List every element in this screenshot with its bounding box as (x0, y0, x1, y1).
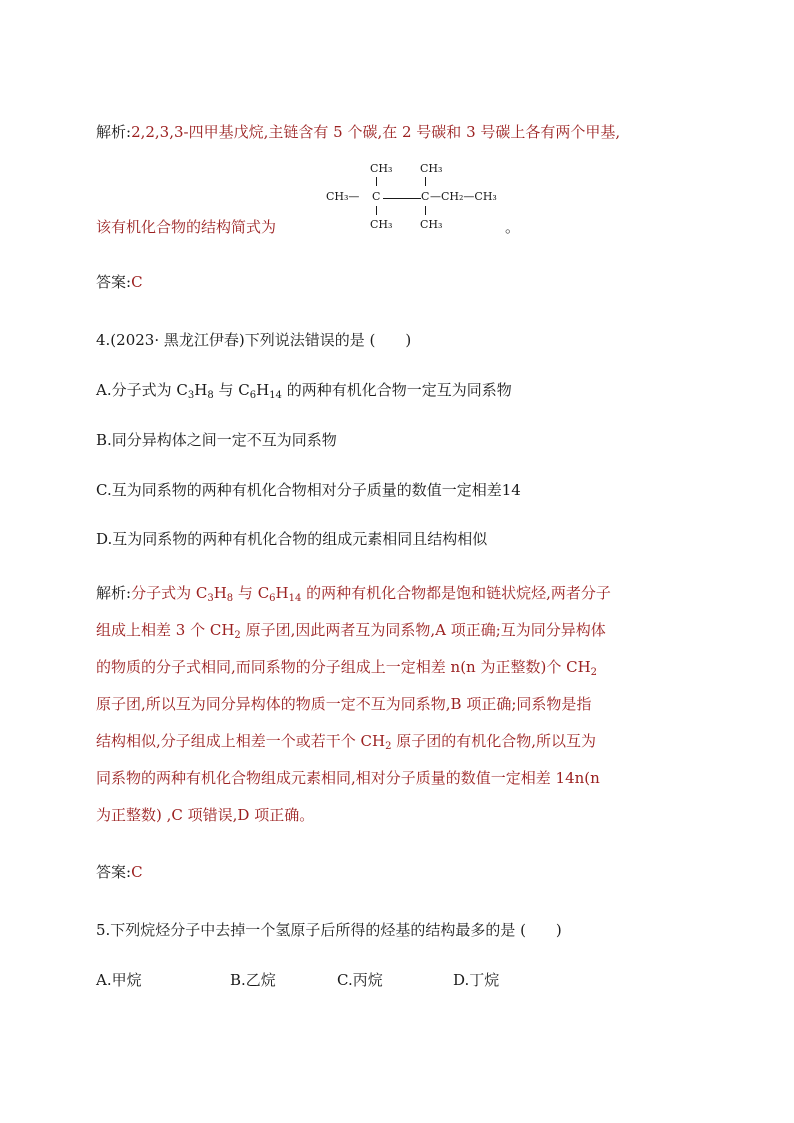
q5-option-c: C.丙烷 (337, 971, 383, 989)
formula-text: CH₃ (420, 218, 443, 231)
q4-option-d: D.互为同系物的两种有机化合物的组成元素相同且结构相似 (96, 530, 488, 548)
period-text: 。 (505, 218, 521, 236)
formula-text: CH₃ (420, 162, 443, 175)
q4-option-b: B.同分异构体之间一定不互为同系物 (96, 431, 337, 449)
answer-value: C (131, 863, 143, 881)
analysis-line: 解析:分子式为 $C_3H_8$ 与 $C_6H_{14}$ 的两种有机化合物都是饱和链状烷烃,两者分子 (96, 584, 611, 604)
q5-option-b: B.乙烷 (230, 971, 276, 989)
analysis-line: 的物质的分子式相同,而同系物的分子组成上一定相差 n(n 为正整数)个 $CH_2$ (96, 658, 598, 678)
bond-line (425, 206, 426, 215)
analysis-text: 2,2,3,3-四甲基戊烷,主链含有 5 个碳,在 2 号碳和 3 号碳上各有两个甲基, (131, 123, 621, 141)
formula-text: C (421, 190, 430, 203)
formula-text: CH₃ (370, 162, 393, 175)
bond-line (425, 177, 426, 186)
q3-analysis-line1 (96, 122, 716, 142)
analysis-label: 解析: (96, 584, 132, 602)
formula-text: C (372, 190, 381, 203)
bond-line (376, 177, 377, 186)
period (505, 217, 525, 237)
bond-line (383, 198, 421, 199)
formula-text: CH₃ (370, 218, 393, 231)
answer-value: C (131, 273, 143, 291)
analysis-line: 原子团,所以互为同分异构体的物质一定不互为同系物,B 项正确;同系物是指 (96, 695, 592, 713)
formula-text: CH₃— (326, 190, 360, 203)
answer-label: 答案: (96, 863, 132, 881)
q5-option-d: D.丁烷 (453, 971, 500, 989)
q4-option-c: C.互为同系物的两种有机化合物相对分子质量的数值一定相差14 (96, 481, 521, 499)
q4-option-a: A.分子式为 $C_3H_8$ 与 $C_6H_{14}$ 的两种有机化合物一定互为同系物 (96, 381, 512, 401)
q4-analysis (96, 583, 720, 833)
q4-stem: 4.(2023· 黑龙江伊春)下列说法错误的是 ( ) (96, 331, 412, 349)
bond-line (376, 206, 377, 215)
analysis-label: 解析: (96, 123, 132, 141)
q3-analysis-line2 (96, 217, 716, 237)
analysis-line: 组成上相差 3 个 $CH_2$ 原子团,因此两者互为同系物,A 项正确;互为同分异构体 (96, 621, 606, 641)
q3-answer (96, 272, 716, 292)
q5-stem: 5.下列烷烃分子中去掉一个氢原子后所得的烃基的结构最多的是 ( ) (96, 921, 562, 939)
analysis-text: 该有机化合物的结构简式为 (96, 218, 277, 236)
q4-answer (96, 862, 716, 882)
analysis-line: 同系物的两种有机化合物组成元素相同,相对分子质量的数值一定相差 14n(n (96, 769, 600, 787)
analysis-line: 为正整数) ,C 项错误,D 项正确。 (96, 806, 315, 824)
formula-text: —CH₂—CH₃ (430, 190, 497, 203)
answer-label: 答案: (96, 273, 132, 291)
analysis-line: 结构相似,分子组成上相差一个或若干个 $CH_2$ 原子团的有机化合物,所以互为 (96, 732, 597, 752)
q5-option-a: A.甲烷 (96, 971, 142, 989)
